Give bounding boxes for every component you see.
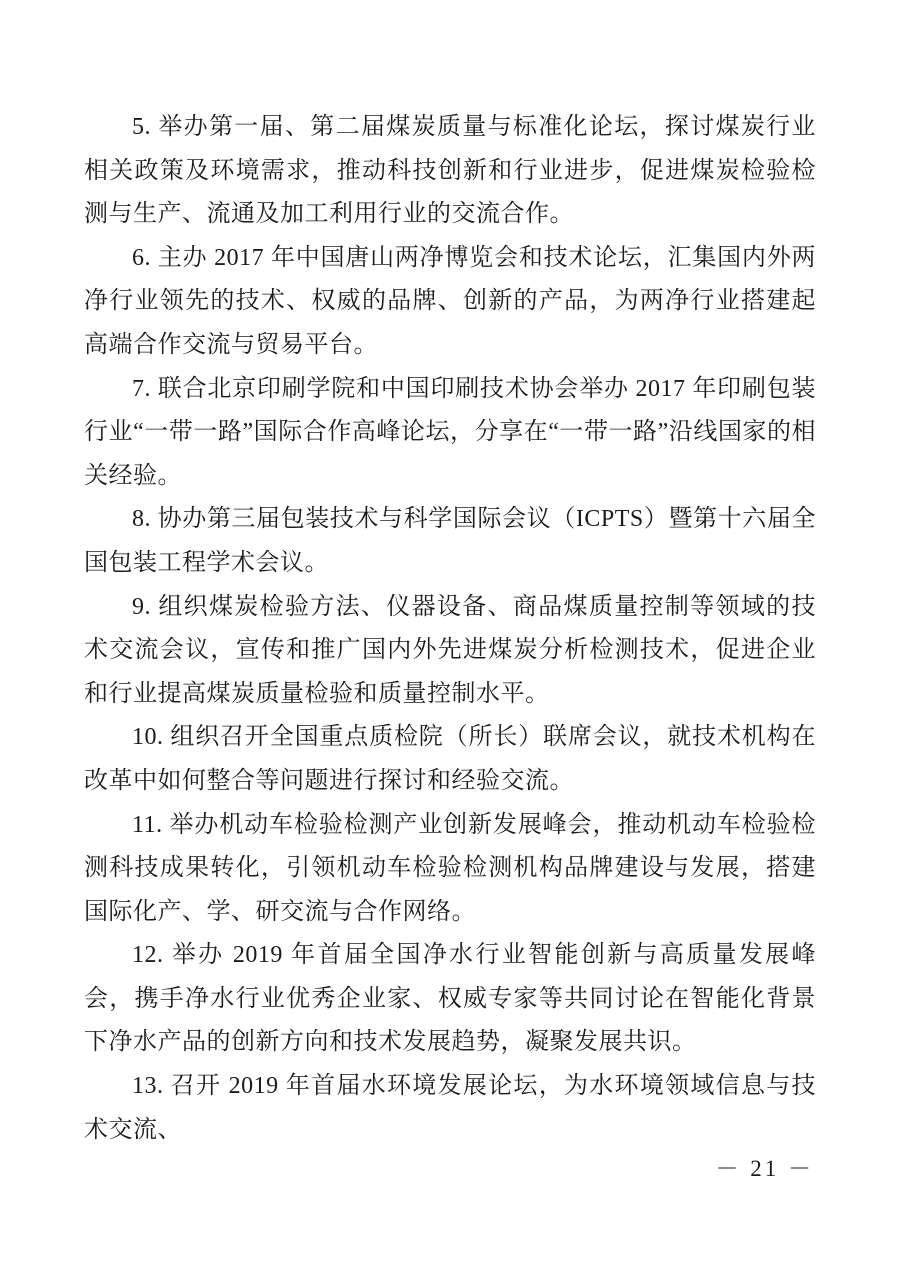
numbered-paragraph-12: 12. 举办 2019 年首届全国净水行业智能创新与高质量发展峰会，携手净水行业优秀企业家、权威专家等共同讨论在智能化背景下净水产品的创新方向和技术发展趋势，凝聚发展共识。 [84, 942, 816, 1056]
page-number: － 21 － [715, 1156, 814, 1181]
numbered-paragraph-5: 5. 举办第一届、第二届煤炭质量与标准化论坛，探讨煤炭行业相关政策及环境需求，推动科技创新和行业进步，促进煤炭检验检测与生产、流通及加工利用行业的交流合作。 [84, 114, 816, 228]
document-body-text [84, 106, 816, 1152]
numbered-paragraph-10: 10. 组织召开全国重点质检院（所长）联席会议，就技术机构在改革中如何整合等问题进行探讨和经验交流。 [84, 724, 816, 794]
numbered-paragraph-9: 9. 组织煤炭检验方法、仪器设备、商品煤质量控制等领域的技术交流会议，宣传和推广国内外先进煤炭分析检测技术，促进企业和行业提高煤炭质量检验和质量控制水平。 [84, 593, 816, 707]
numbered-paragraph-8: 8. 协办第三届包装技术与科学国际会议（ICPTS）暨第十六届全国包装工程学术会议。 [84, 506, 816, 576]
numbered-paragraph-13: 13. 召开 2019 年首届水环境发展论坛，为水环境领域信息与技术交流、 [84, 1073, 816, 1143]
numbered-paragraph-6: 6. 主办 2017 年中国唐山两净博览会和技术论坛，汇集国内外两净行业领先的技术、权威的品牌、创新的产品，为两净行业搭建起高端合作交流与贸易平台。 [84, 244, 816, 358]
numbered-paragraph-7: 7. 联合北京印刷学院和中国印刷技术协会举办 2017 年印刷包装行业“一带一路”国际合作高峰论坛，分享在“一带一路”沿线国家的相关经验。 [84, 375, 816, 489]
numbered-paragraph-11: 11. 举办机动车检验检测产业创新发展峰会，推动机动车检验检测科技成果转化，引领机动车检验检测机构品牌建设与发展，搭建国际化产、学、研交流与合作网络。 [84, 811, 816, 925]
